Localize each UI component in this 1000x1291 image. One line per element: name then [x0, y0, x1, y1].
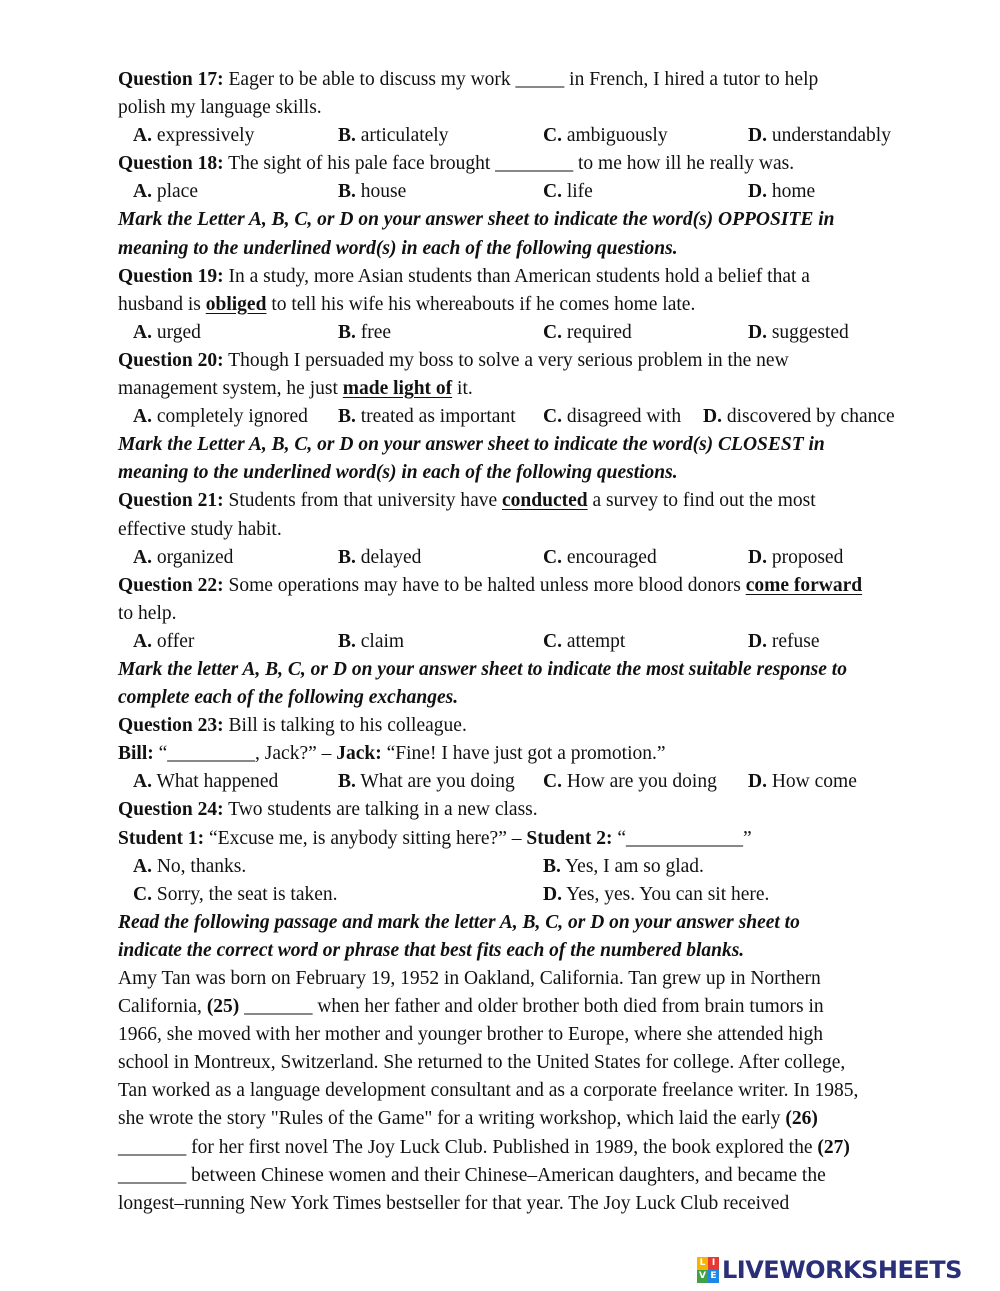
question-19-option-c[interactable]: C. required	[543, 321, 632, 343]
question-23-number: Question 23:	[118, 715, 224, 737]
question-21-option-a[interactable]: A. organized	[133, 546, 234, 568]
question-23-option-a[interactable]: A. What happened	[133, 771, 279, 793]
instruction-passage-line-2: indicate the correct word or phrase that best fits each of the numbered blanks.	[118, 939, 745, 961]
instruction-response-line-2: complete each of the following exchanges.	[118, 687, 459, 709]
instruction-closest-line-1: Mark the Letter A, B, C, or D on your answer sheet to indicate the word(s) CLOSEST in	[118, 434, 825, 456]
question-20-option-b[interactable]: B. treated as important	[338, 406, 516, 428]
question-22-number: Question 22:	[118, 574, 224, 596]
question-20-number: Question 20:	[118, 349, 224, 371]
question-22-option-d[interactable]: D. refuse	[748, 630, 820, 652]
question-21-underlined-word: conducted	[502, 490, 588, 512]
question-18-number: Question 18:	[118, 153, 224, 175]
question-17-option-b[interactable]: B. articulately	[338, 125, 449, 147]
instruction-opposite-line-2: meaning to the underlined word(s) in each of the following questions.	[118, 237, 678, 259]
passage-line-9: longest–running New York Times bestseller for that year. The Joy Luck Club received	[118, 1192, 790, 1214]
question-17-number: Question 17:	[118, 69, 224, 90]
question-18-options	[118, 178, 930, 206]
question-17-option-d[interactable]: D. understandably	[748, 125, 891, 147]
liveworksheets-logo-text: LIVEWORKSHEETS	[722, 1256, 962, 1284]
question-22-options	[118, 628, 930, 656]
question-22-underlined-phrase: come forward	[745, 574, 863, 596]
question-20-text: Though I persuaded my boss to solve a very serious problem in the new	[223, 349, 789, 371]
question-24-option-d[interactable]: D. Yes, yes. You can sit here.	[543, 883, 770, 905]
question-17-option-c[interactable]: C. ambiguously	[543, 125, 668, 147]
question-20-underlined-phrase: made light of	[342, 378, 453, 400]
question-19-number: Question 19:	[118, 265, 224, 287]
passage-line-7: _______ for her first novel The Joy Luck Club. Published in 1989, the book explored the (27)	[118, 1136, 850, 1158]
question-24-dialogue: Student 1: “Excuse me, is anybody sitting here?” – Student 2: “____________”	[118, 827, 752, 849]
passage-line-2: California, (25) _______ when her father and older brother both died from brain tumors in	[118, 996, 824, 1018]
instruction-opposite-line-1: Mark the Letter A, B, C, or D on your answer sheet to indicate the word(s) OPPOSITE in	[118, 209, 835, 231]
question-21-options	[118, 544, 930, 572]
question-18-text: The sight of his pale face brought ________ to me how ill he really was.	[223, 153, 795, 175]
question-21-stem-line-2: effective study habit.	[118, 518, 282, 540]
question-24-options-row-1	[118, 853, 930, 881]
question-20-option-a[interactable]: A. completely ignored	[133, 406, 308, 428]
question-21-option-b[interactable]: B. delayed	[338, 546, 422, 568]
blank-25-number: (25)	[206, 996, 240, 1018]
question-19-options	[118, 319, 930, 347]
question-17-option-a[interactable]: A. expressively	[133, 125, 255, 147]
question-18-option-b[interactable]: B. house	[338, 181, 407, 203]
logo-tile-v: V	[697, 1270, 708, 1283]
blank-26-number: (26)	[785, 1108, 818, 1130]
question-23-stem-line-1	[118, 712, 930, 740]
passage-line-4: school in Montreux, Switzerland. She returned to the United States for college. After college,	[118, 1052, 846, 1074]
speaker-jack: Jack:	[336, 743, 382, 765]
question-24-stem-line-1	[118, 796, 930, 824]
question-19-text: In a study, more Asian students than American students hold a belief that a	[223, 265, 810, 287]
logo-tile-e: E	[708, 1270, 719, 1283]
instruction-passage-line-1: Read the following passage and mark the letter A, B, C, or D on your answer sheet to	[118, 911, 800, 933]
question-20-stem-line-2: management system, he just made light of it.	[118, 378, 473, 400]
question-19-stem-line-2: husband is obliged to tell his wife his whereabouts if he comes home late.	[118, 293, 696, 315]
question-23-option-c[interactable]: C. How are you doing	[543, 771, 717, 793]
passage-line-3: 1966, she moved with her mother and younger brother to Europe, where she attended high	[118, 1024, 824, 1046]
question-23-dialogue: Bill: “_________, Jack?” – Jack: “Fine! I have just got a promotion.”	[118, 743, 666, 765]
question-20-options	[118, 403, 930, 431]
question-19-stem-line-1	[118, 263, 930, 291]
passage-line-8: _______ between Chinese women and their Chinese–American daughters, and became the	[118, 1164, 826, 1186]
question-23-option-b[interactable]: B. What are you doing	[338, 771, 515, 793]
speaker-student-1: Student 1:	[118, 827, 205, 849]
liveworksheets-logo	[697, 1252, 962, 1288]
question-22-option-b[interactable]: B. claim	[338, 630, 405, 652]
question-18-option-d[interactable]: D. home	[748, 181, 816, 203]
question-17-stem-line-1	[118, 66, 930, 94]
question-23-options	[118, 768, 930, 796]
logo-tile-i: I	[708, 1257, 719, 1270]
question-17-text: Eager to be able to discuss my work _____ in French, I hired a tutor to help	[223, 69, 819, 90]
question-24-text: Two students are talking in a new class.	[223, 799, 538, 821]
passage-line-5: Tan worked as a language development consultant and as a corporate freelance writer. In 1985,	[118, 1080, 859, 1102]
liveworksheets-logo-icon	[697, 1257, 719, 1283]
question-22-stem-line-1: Question 22: Some operations may have to be halted unless more blood donors come forward	[118, 574, 863, 596]
instruction-response-line-1: Mark the letter A, B, C, or D on your answer sheet to indicate the most suitable response to	[118, 658, 847, 680]
question-18-option-c[interactable]: C. life	[543, 181, 593, 203]
question-19-option-a[interactable]: A. urged	[133, 321, 201, 343]
blank-27-number: (27)	[817, 1136, 850, 1158]
question-24-option-c[interactable]: C. Sorry, the seat is taken.	[133, 883, 338, 905]
question-21-stem-line-1: Question 21: Students from that university have conducted a survey to find out the most	[118, 490, 816, 512]
worksheet-page	[118, 66, 930, 1218]
question-21-option-d[interactable]: D. proposed	[748, 546, 844, 568]
question-20-option-d[interactable]: D. discovered by chance	[703, 406, 895, 428]
question-21-number: Question 21:	[118, 490, 224, 512]
question-19-underlined-word: obliged	[205, 293, 267, 315]
question-20-option-c[interactable]: C. disagreed with	[543, 406, 682, 428]
passage-line-1: Amy Tan was born on February 19, 1952 in Oakland, California. Tan grew up in Northern	[118, 968, 821, 989]
question-24-number: Question 24:	[118, 799, 224, 821]
question-24-option-b[interactable]: B. Yes, I am so glad.	[543, 855, 704, 877]
question-19-option-d[interactable]: D. suggested	[748, 321, 849, 343]
question-22-option-a[interactable]: A. offer	[133, 630, 195, 652]
question-22-option-c[interactable]: C. attempt	[543, 630, 626, 652]
question-24-option-a[interactable]: A. No, thanks.	[133, 855, 247, 877]
speaker-student-2: Student 2:	[526, 827, 613, 849]
question-19-option-b[interactable]: B. free	[338, 321, 392, 343]
question-20-stem-line-1	[118, 347, 930, 375]
speaker-bill: Bill:	[118, 743, 154, 765]
question-23-option-d[interactable]: D. How come	[748, 771, 857, 793]
question-18-option-a[interactable]: A. place	[133, 181, 198, 203]
question-17-options	[118, 122, 930, 150]
question-24-options-row-2	[118, 881, 930, 909]
logo-tile-l: L	[697, 1257, 708, 1270]
instruction-closest-line-2: meaning to the underlined word(s) in each of the following questions.	[118, 462, 678, 484]
question-22-stem-line-2: to help.	[118, 602, 177, 624]
question-17-stem-line-2: polish my language skills.	[118, 97, 322, 119]
question-18-stem-line-1	[118, 150, 930, 178]
question-21-option-c[interactable]: C. encouraged	[543, 546, 657, 568]
passage-line-6: she wrote the story "Rules of the Game" for a writing workshop, which laid the early (26)	[118, 1108, 818, 1130]
question-23-text: Bill is talking to his colleague.	[223, 715, 467, 737]
